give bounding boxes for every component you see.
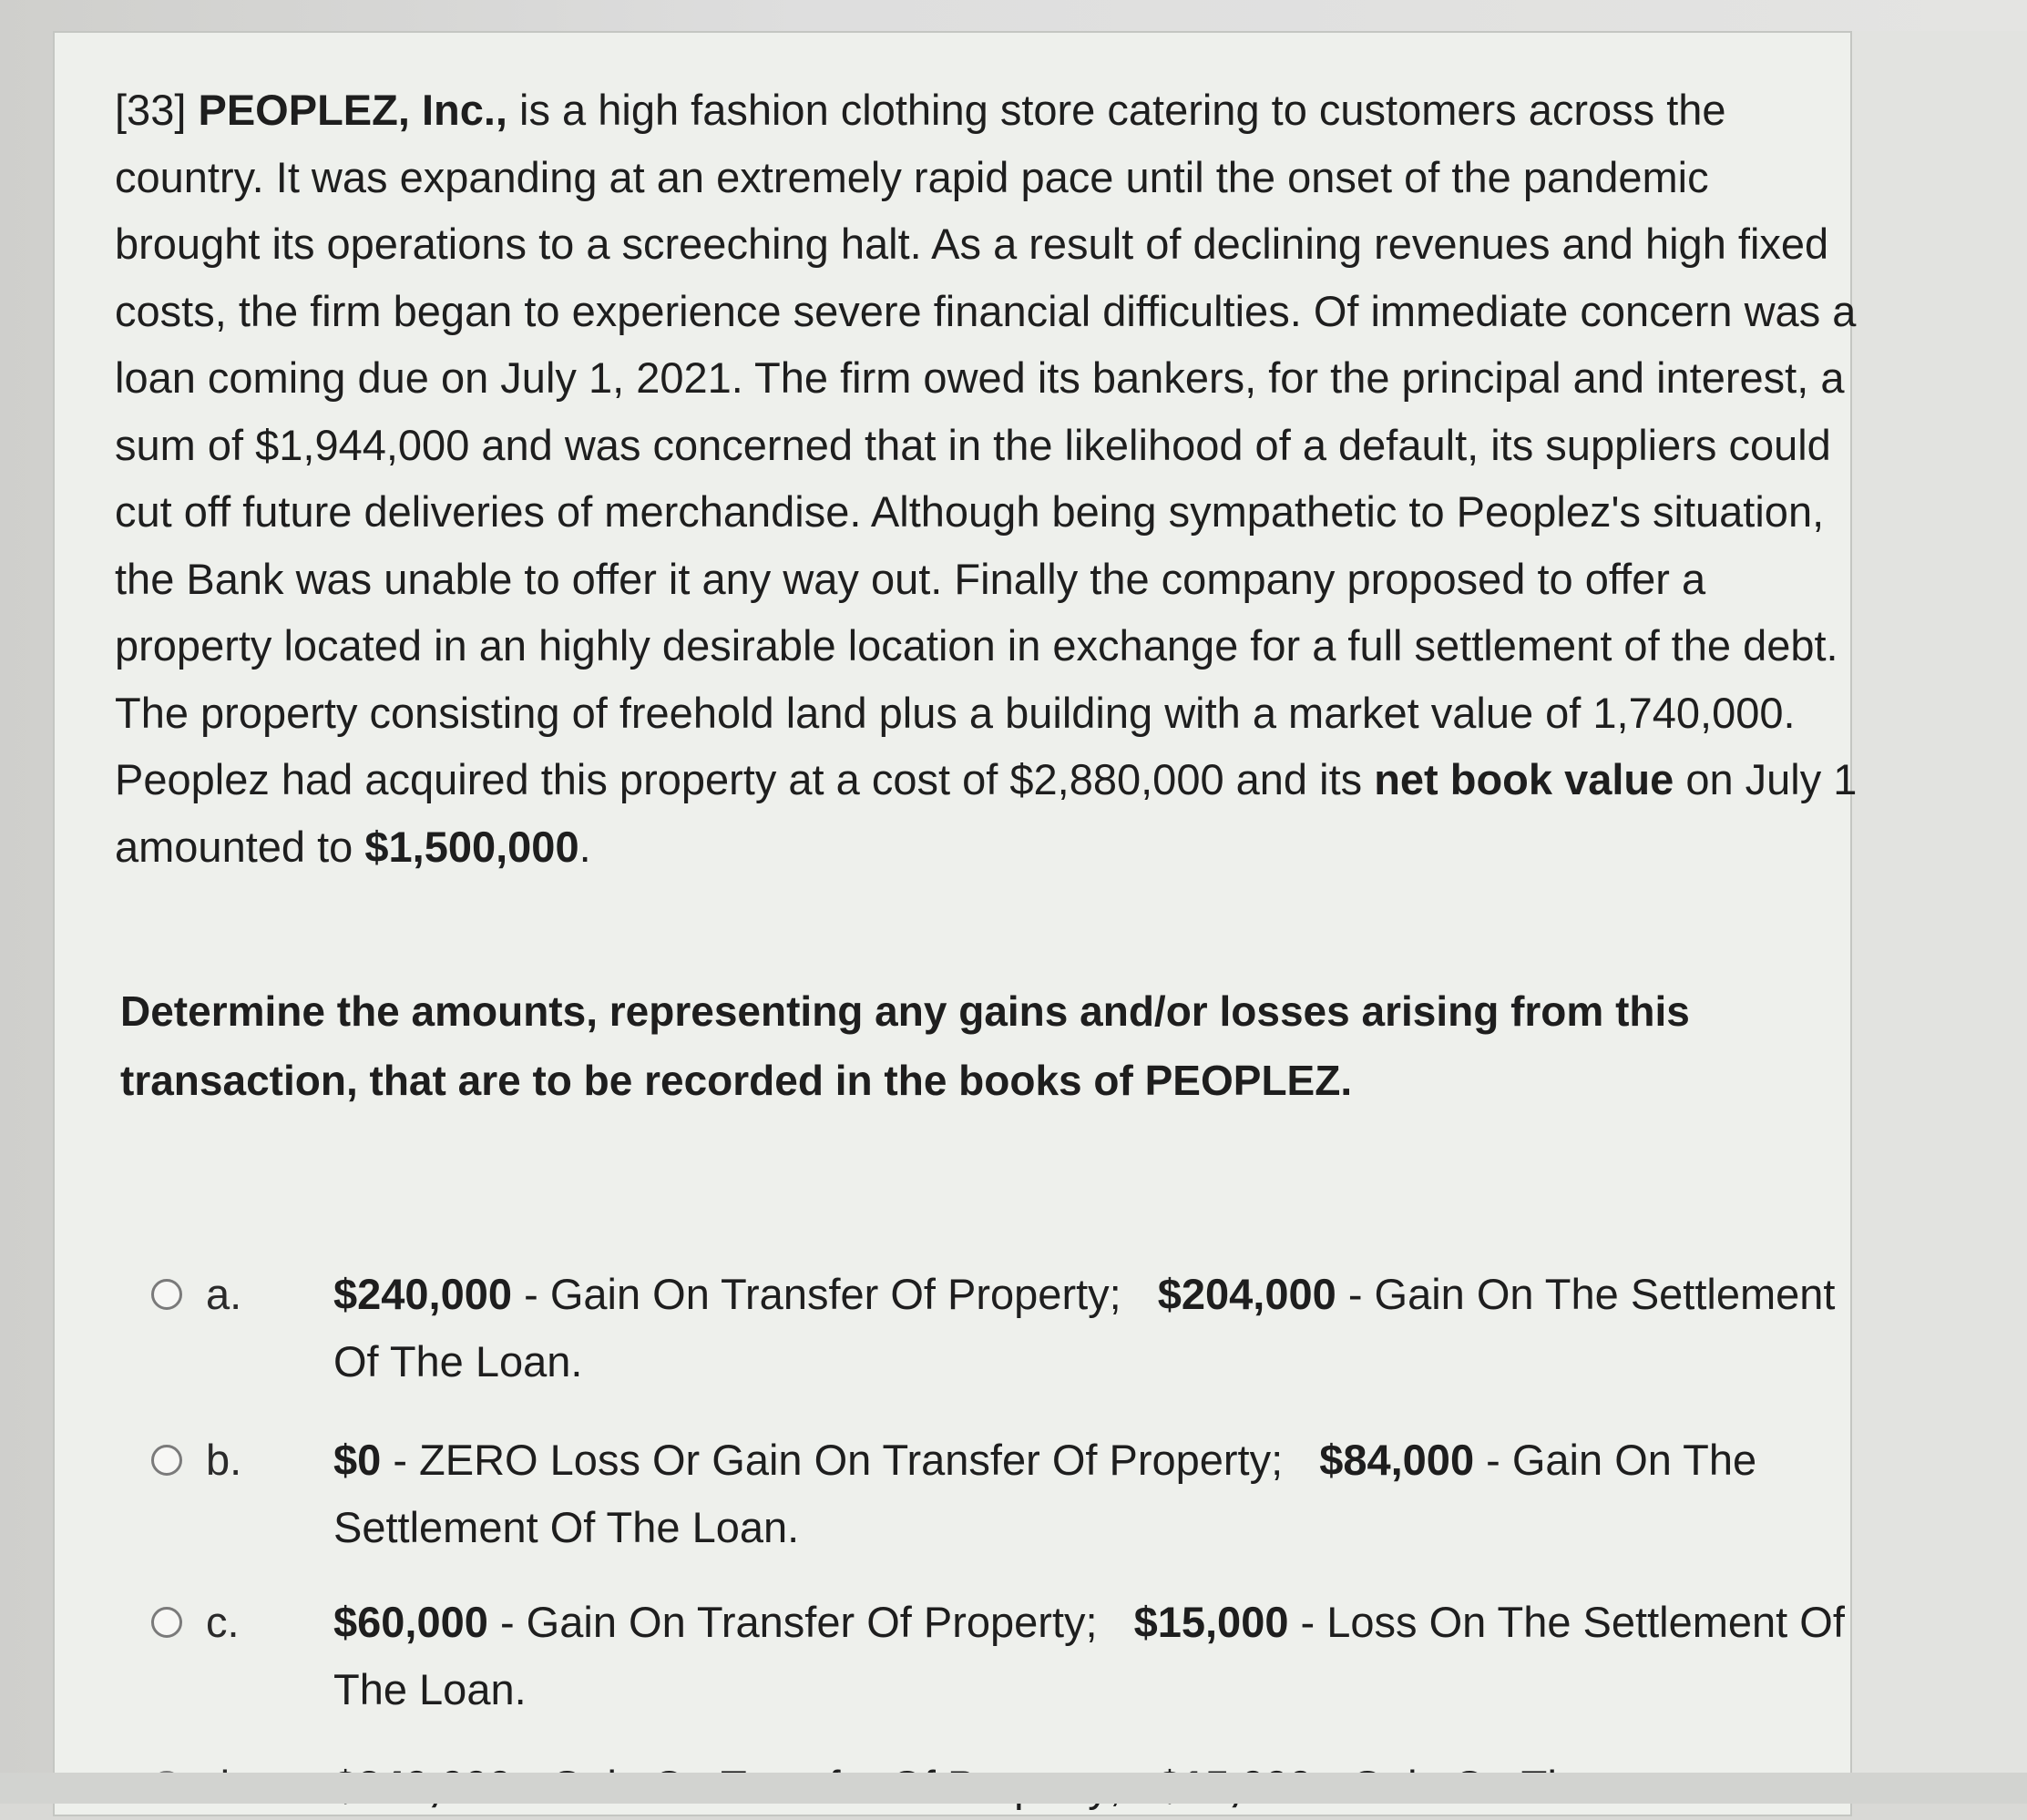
radio-button-c[interactable] (151, 1607, 182, 1638)
question-card (53, 31, 1858, 1816)
right-margin (1852, 31, 2027, 1804)
option-desc-2: - Gain On The Settlement Of The Loan. (333, 1270, 1836, 1385)
screen-bottom-edge (0, 1773, 2027, 1804)
option-desc-1: - Gain On Transfer Of Property; (512, 1270, 1121, 1318)
option-desc-1: - Gain On Transfer Of Property; (487, 1598, 1098, 1646)
option-desc-2: - Loss On The Settlement Of The Loan. (333, 1598, 1845, 1713)
option-desc-1: - ZERO Loss Or Gain On Transfer Of Property; (381, 1436, 1284, 1484)
option-text (333, 1261, 1864, 1396)
option-text (333, 1426, 1864, 1561)
option-amount-1: $60,000 (333, 1598, 488, 1646)
question-text (115, 77, 1864, 880)
company-name: PEOPLEZ, Inc., (198, 86, 507, 134)
option-letter: a. (206, 1270, 242, 1318)
question-body-2: on July 1 amounted to (115, 755, 1858, 871)
radio-button-b[interactable] (151, 1445, 182, 1476)
option-desc-2: - Gain On The Settlement Of The Loan. (333, 1436, 1757, 1551)
option-amount-1: $240,000 (333, 1270, 513, 1318)
instruction-text: Determine the amounts, representing any gains and/or losses arising from this transaction, that are to be recorded in the books of PEOPLEZ. (120, 987, 1690, 1104)
option-letter: b. (206, 1436, 242, 1484)
option-amount-2: $15,000 (1133, 1598, 1289, 1646)
option-letter: c. (206, 1598, 240, 1646)
option-amount-2: $84,000 (1319, 1436, 1475, 1484)
question-body: is a high fashion clothing store catering to customers across the country. It was expanding at an extremely rapid pace until the onset of the pandemic brought its operations to a screeching halt. As a result of declining revenues and high fixed costs, the firm began to experience severe financial difficulties. Of immediate concern was a loan coming due on July 1, 2021. The firm owed its bankers, for the principal and interest, a sum of $1,944,000 and was concerned that in the likelihood of a default, its suppliers could cut off future deliveries of merchandise. Although being sympathetic to Peoplez's situation, the Bank was unable to offer it any way out. Finally the company proposed to offer a property located in an highly desirable location in exchange for a full settlement of the debt. The property consisting of freehold land plus a building with a market value of 1,740,000. Peoplez had acquired this property at a cost of $2,880,000 and its (115, 86, 1857, 803)
question-end: . (578, 822, 591, 871)
radio-button-a[interactable] (151, 1279, 182, 1310)
question-number: [33] (115, 86, 187, 134)
option-amount-1: $0 (333, 1436, 382, 1484)
option-text (333, 1589, 1864, 1723)
option-amount-2: $204,000 (1157, 1270, 1336, 1318)
net-book-value-amount: $1,500,000 (364, 822, 579, 871)
net-book-value-label: net book value (1374, 755, 1674, 803)
